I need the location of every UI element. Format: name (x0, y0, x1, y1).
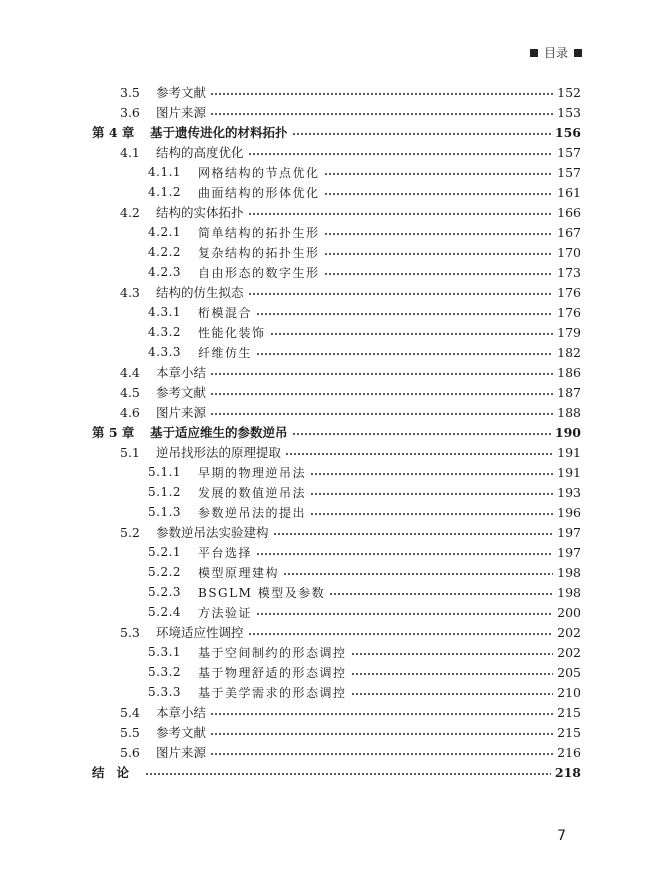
dot-leader (324, 273, 553, 275)
toc-entry-title: 图片来源 (156, 745, 207, 760)
dot-leader (256, 613, 553, 615)
toc-entry-title: 结构的仿生拟态 (156, 285, 244, 300)
toc-entry-number: 4.3.3 (148, 345, 182, 359)
toc-entry-number: 5.1.3 (148, 505, 182, 519)
toc-entry[interactable] (0, 82, 581, 102)
toc-entry-page: 191 (557, 444, 581, 460)
toc-entry-number: 4.2.3 (148, 265, 182, 279)
dot-leader (270, 333, 553, 335)
toc-entry-page: 200 (557, 604, 581, 620)
dot-leader (210, 113, 553, 115)
dot-leader (351, 693, 553, 695)
toc-entry-title: 早期的物理逆吊法 (198, 465, 307, 480)
toc-entry-number: 5.1.2 (148, 485, 182, 499)
toc-entry-page: 215 (557, 724, 581, 740)
toc-entry[interactable] (0, 242, 581, 262)
toc-entry[interactable] (0, 602, 581, 622)
toc-entry-number: 5.2.3 (148, 585, 182, 599)
toc-entry-page: 198 (557, 584, 581, 600)
dot-leader (324, 233, 553, 235)
toc-entry-page: 152 (557, 84, 581, 100)
toc-entry-page: 156 (554, 124, 581, 140)
toc-entry-number: 3.6 (120, 104, 140, 120)
dot-leader (329, 593, 553, 595)
toc-entry-page: 202 (557, 624, 581, 640)
dot-leader (248, 293, 553, 295)
toc-entry-number: 4.4 (120, 364, 140, 380)
toc-entry-title: 基于适应维生的参数逆吊 (150, 425, 288, 440)
toc-entry-title: 本章小结 (156, 365, 207, 380)
toc-entry[interactable] (0, 182, 581, 202)
dot-leader (210, 393, 553, 395)
toc-entry-title: 发展的数值逆吊法 (198, 485, 307, 500)
running-header (530, 44, 582, 61)
dot-leader (248, 213, 553, 215)
toc-entry-number: 4.3.1 (148, 305, 182, 319)
toc-entry[interactable] (0, 682, 581, 702)
toc-entry-number: 5.5 (120, 724, 140, 740)
dot-leader (310, 513, 553, 515)
toc-entry-number: 5.3.3 (148, 685, 182, 699)
dot-leader (324, 193, 553, 195)
toc-entry-page: 166 (557, 204, 581, 220)
dot-leader (273, 533, 553, 535)
toc-entry[interactable] (0, 462, 581, 482)
toc-entry-page: 215 (557, 704, 581, 720)
toc-entry-page: 161 (557, 184, 581, 200)
toc-entry[interactable] (0, 742, 581, 762)
toc-entry-title: 复杂结构的拓扑生形 (198, 245, 320, 260)
dot-leader (210, 413, 553, 415)
toc-entry-number: 5.2.1 (148, 545, 182, 559)
toc-entry[interactable] (0, 282, 581, 302)
toc-entry[interactable] (0, 582, 581, 602)
dot-leader (210, 733, 553, 735)
toc-entry-number: 5.1 (120, 444, 140, 460)
toc-entry[interactable] (0, 362, 581, 382)
toc-entry-number: 5.2 (120, 524, 140, 540)
toc-entry-number: 4.1.2 (148, 185, 182, 199)
toc-entry-title: 参考文献 (156, 725, 207, 740)
toc-entry[interactable] (0, 442, 581, 462)
dot-leader (145, 773, 551, 775)
dot-leader (256, 353, 553, 355)
toc-entry-title: 参考文献 (156, 385, 207, 400)
toc-entry[interactable] (0, 722, 581, 742)
toc-entry-page: 188 (557, 404, 581, 420)
page-number: 7 (557, 828, 566, 844)
toc-entry-number: 4.2.1 (148, 225, 182, 239)
toc-entry-title: BSGLM 模型及参数 (198, 585, 326, 600)
toc-entry-page: 170 (557, 244, 581, 260)
toc-entry-number: 5.1.1 (148, 465, 182, 479)
toc-entry-page: 191 (557, 464, 581, 480)
toc-entry-title: 结论 (92, 765, 142, 780)
toc-entry-title: 逆吊找形法的原理提取 (156, 445, 282, 460)
toc-entry-number: 4.6 (120, 404, 140, 420)
toc-entry[interactable] (0, 642, 581, 662)
toc-entry-title: 本章小结 (156, 705, 207, 720)
toc-entry-number: 5.6 (120, 744, 140, 760)
toc-entry-title: 模型原理建构 (198, 565, 280, 580)
toc-entry-title: 结构的高度优化 (156, 145, 244, 160)
toc-entry-page: 153 (557, 104, 581, 120)
toc-entry[interactable] (0, 142, 581, 162)
dot-leader (351, 673, 553, 675)
dot-leader (210, 373, 553, 375)
dot-leader (283, 573, 553, 575)
dot-leader (310, 473, 553, 475)
toc-entry-page: 190 (554, 424, 581, 440)
square-icon (574, 49, 582, 57)
toc-entry-page: 202 (557, 644, 581, 660)
dot-leader (324, 173, 553, 175)
toc-entry-number: 4.3.2 (148, 325, 182, 339)
toc-entry-page: 173 (557, 264, 581, 280)
toc-entry[interactable] (0, 262, 581, 282)
toc-entry[interactable] (0, 162, 581, 182)
toc-entry-page: 197 (557, 544, 581, 560)
toc-entry-number: 5.2.2 (148, 565, 182, 579)
toc-entry-number: 4.3 (120, 284, 140, 300)
toc-entry-page: 205 (557, 664, 581, 680)
toc-entry-page: 167 (557, 224, 581, 240)
toc-entry[interactable] (0, 342, 581, 362)
toc-entry-title: 图片来源 (156, 405, 207, 420)
toc-entry[interactable] (0, 542, 581, 562)
square-icon (530, 49, 538, 57)
toc-entry-number: 4.1.1 (148, 165, 182, 179)
toc-entry[interactable] (0, 702, 581, 722)
toc-entry[interactable] (0, 482, 581, 502)
toc-entry-title: 参数逆吊法的提出 (198, 505, 307, 520)
toc-entry[interactable] (0, 762, 581, 782)
dot-leader (210, 753, 553, 755)
toc-entry-page: 157 (557, 164, 581, 180)
dot-leader (210, 93, 553, 95)
toc-entry-title: 参考文献 (156, 85, 207, 100)
dot-leader (256, 553, 553, 555)
toc-entry[interactable] (0, 662, 581, 682)
toc-entry-number: 3.5 (120, 84, 140, 100)
dot-leader (248, 153, 553, 155)
toc-entry[interactable] (0, 202, 581, 222)
toc-entry-number: 4.2.2 (148, 245, 182, 259)
dot-leader (256, 313, 553, 315)
toc-entry-page: 176 (557, 284, 581, 300)
dot-leader (310, 493, 553, 495)
toc-entry-title: 简单结构的拓扑生形 (198, 225, 320, 240)
toc-entry-title: 基于空间制约的形态调控 (198, 645, 347, 660)
toc-entry-title: 图片来源 (156, 105, 207, 120)
toc-entry[interactable] (0, 122, 581, 142)
toc-entry-page: 157 (557, 144, 581, 160)
toc-entry-title: 平台选择 (198, 545, 253, 560)
toc-entry-page: 196 (557, 504, 581, 520)
toc-entry-page: 198 (557, 564, 581, 580)
toc-entry-title: 方法验证 (198, 605, 253, 620)
dot-leader (285, 453, 553, 455)
toc-entry-title: 结构的实体拓扑 (156, 205, 244, 220)
toc-entry-title: 自由形态的数字生形 (198, 265, 320, 280)
toc-entry[interactable] (0, 322, 581, 342)
toc-entry-title: 纤维仿生 (198, 345, 253, 360)
toc-entry-number: 4.1 (120, 144, 140, 160)
toc-entry[interactable] (0, 402, 581, 422)
toc-entry-page: 187 (557, 384, 581, 400)
toc-entry-page: 197 (557, 524, 581, 540)
toc-entry[interactable] (0, 522, 581, 542)
dot-leader (210, 713, 553, 715)
toc-entry-page: 179 (557, 324, 581, 340)
dot-leader (292, 133, 551, 135)
toc-entry-title: 性能化装饰 (198, 325, 266, 340)
toc-entry-title: 参数逆吊法实验建构 (156, 525, 269, 540)
toc-entry-title: 基于物理舒适的形态调控 (198, 665, 347, 680)
toc-entry-number: 5.3 (120, 624, 140, 640)
dot-leader (351, 653, 553, 655)
toc-entry[interactable] (0, 302, 581, 322)
toc-entry-page: 176 (557, 304, 581, 320)
toc-entry-title: 环境适应性调控 (156, 625, 244, 640)
toc-entry-title: 基于遗传进化的材料拓扑 (150, 125, 288, 140)
toc-entry-page: 193 (557, 484, 581, 500)
toc-entry-title: 曲面结构的形体优化 (198, 185, 320, 200)
toc-entry[interactable] (0, 562, 581, 582)
toc-entry-number: 5.4 (120, 704, 140, 720)
toc-entry-number: 第 4 章 (92, 125, 135, 140)
toc-entry-page: 182 (557, 344, 581, 360)
toc-entry-title: 桁模混合 (198, 305, 253, 320)
toc-entry-title: 网格结构的节点优化 (198, 165, 320, 180)
toc-entry-page: 210 (557, 684, 581, 700)
toc-entry-page: 186 (557, 364, 581, 380)
toc-entry[interactable] (0, 102, 581, 122)
toc-entry-page: 216 (557, 744, 581, 760)
toc-entry[interactable] (0, 382, 581, 402)
header-label: 目录 (543, 46, 568, 60)
toc-entry-number: 4.5 (120, 384, 140, 400)
toc-entry-number: 第 5 章 (92, 425, 135, 440)
toc-entry-number: 4.2 (120, 204, 140, 220)
dot-leader (248, 633, 553, 635)
toc-entry-title: 基于美学需求的形态调控 (198, 685, 347, 700)
toc-entry-number: 5.3.1 (148, 645, 182, 659)
toc-entry-number: 5.3.2 (148, 665, 182, 679)
dot-leader (324, 253, 553, 255)
toc-entry[interactable] (0, 622, 581, 642)
toc-entry[interactable] (0, 422, 581, 442)
toc-entry[interactable] (0, 502, 581, 522)
toc-entry-number: 5.2.4 (148, 605, 182, 619)
toc-entry-page: 218 (554, 764, 581, 780)
toc-entry[interactable] (0, 222, 581, 242)
dot-leader (292, 433, 551, 435)
